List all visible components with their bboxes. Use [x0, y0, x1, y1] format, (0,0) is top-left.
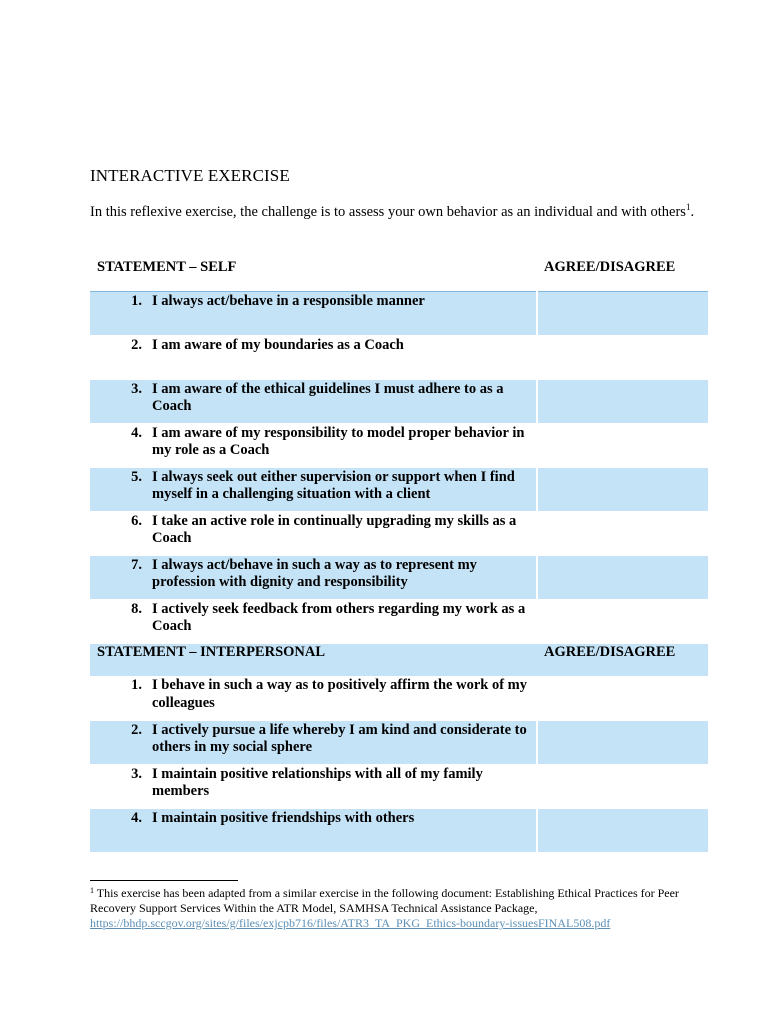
statement-item	[90, 810, 536, 828]
table-row	[90, 720, 708, 764]
agree-disagree-cell[interactable]	[537, 555, 708, 599]
intro-end: .	[690, 204, 695, 220]
statement-cell	[90, 676, 537, 720]
item-number: 7.	[131, 556, 142, 573]
agree-disagree-cell[interactable]	[537, 599, 708, 643]
item-number: 4.	[131, 809, 142, 826]
statement-text: I always seek out either supervision or support when I find myself in a challenging situation with a client	[152, 468, 515, 502]
table-row	[90, 467, 708, 511]
footnote	[90, 886, 690, 931]
self-header-row	[90, 253, 708, 291]
agree-disagree-cell[interactable]	[537, 676, 708, 720]
statement-text: I maintain positive relationships with all of my family members	[152, 765, 483, 799]
footnote-separator	[90, 880, 238, 881]
exercise-table	[90, 253, 708, 853]
statement-text: I maintain positive friendships with others	[152, 809, 415, 826]
footnote-mark: 1	[90, 886, 94, 895]
statement-item	[90, 469, 536, 504]
item-number: 6.	[131, 512, 142, 529]
interpersonal-header-row	[90, 643, 708, 676]
interpersonal-header-response: AGREE/DISAGREE	[537, 643, 708, 676]
statement-item	[90, 337, 536, 355]
statement-item	[90, 513, 536, 548]
interpersonal-header-statement: STATEMENT – INTERPERSONAL	[90, 643, 537, 676]
statement-text: I take an active role in continually upgrading my skills as a Coach	[152, 512, 517, 546]
item-number: 5.	[131, 468, 142, 485]
statement-cell	[90, 764, 537, 808]
statement-cell	[90, 335, 537, 379]
table-row	[90, 764, 708, 808]
statement-text: I am aware of my boundaries as a Coach	[152, 336, 404, 353]
statement-cell	[90, 808, 537, 852]
statement-item	[90, 381, 536, 416]
item-number: 3.	[131, 380, 142, 397]
agree-disagree-cell[interactable]	[537, 335, 708, 379]
statement-text: I always act/behave in a responsible manner	[152, 292, 425, 309]
item-number: 3.	[131, 765, 142, 782]
statement-cell	[90, 511, 537, 555]
table-row	[90, 676, 708, 720]
statement-item	[90, 293, 536, 311]
footnote-reference[interactable]: 1	[685, 202, 691, 212]
statement-text: I actively pursue a life whereby I am kind and considerate to others in my social sphere	[152, 721, 527, 755]
statement-cell	[90, 555, 537, 599]
statement-cell	[90, 599, 537, 643]
agree-disagree-cell[interactable]	[537, 423, 708, 467]
self-header-response: AGREE/DISAGREE	[537, 253, 708, 291]
footnote-link[interactable]: https://bhdp.sccgov.org/sites/g/files/exjcpb716/files/ATR3_TA_PKG_Ethics-boundary-issuesFINAL508.pdf	[90, 916, 611, 930]
item-number: 2.	[131, 336, 142, 353]
footnote-text: This exercise has been adapted from a similar exercise in the following document: Establishing Ethical Practices for Peer Recovery Support Services Within the ATR Model, SAMHSA Technical Assistance Package,	[90, 886, 679, 915]
intro-text: In this reflexive exercise, the challenge is to assess your own behavior as an individual and with others	[90, 204, 686, 220]
statement-cell	[90, 720, 537, 764]
statement-text: I behave in such a way as to positively affirm the work of my colleagues	[152, 677, 527, 711]
statement-item	[90, 601, 536, 636]
item-number: 4.	[131, 424, 142, 441]
agree-disagree-cell[interactable]	[537, 291, 708, 335]
item-number: 1.	[131, 292, 142, 309]
agree-disagree-cell[interactable]	[537, 764, 708, 808]
interpersonal-section	[90, 643, 708, 852]
statement-text: I always act/behave in such a way as to represent my profession with dignity and responsibility	[152, 556, 477, 590]
item-number: 2.	[131, 721, 142, 738]
agree-disagree-cell[interactable]	[537, 511, 708, 555]
statement-cell	[90, 379, 537, 423]
statement-item	[90, 557, 536, 592]
table-row	[90, 808, 708, 852]
agree-disagree-cell[interactable]	[537, 808, 708, 852]
statement-item	[90, 677, 536, 712]
statement-item	[90, 722, 536, 757]
agree-disagree-cell[interactable]	[537, 467, 708, 511]
statement-cell	[90, 423, 537, 467]
self-header-statement: STATEMENT – SELF	[90, 253, 537, 291]
table-row	[90, 291, 708, 335]
table-row	[90, 555, 708, 599]
statement-item	[90, 766, 536, 801]
page-title: INTERACTIVE EXERCISE	[90, 166, 290, 185]
statement-cell	[90, 467, 537, 511]
agree-disagree-cell[interactable]	[537, 720, 708, 764]
item-number: 8.	[131, 600, 142, 617]
self-section	[90, 253, 708, 643]
statement-text: I actively seek feedback from others regarding my work as a Coach	[152, 600, 526, 634]
statement-item	[90, 425, 536, 460]
statement-cell	[90, 291, 537, 335]
table-row	[90, 379, 708, 423]
table-row	[90, 599, 708, 643]
statement-text: I am aware of the ethical guidelines I must adhere to as a Coach	[152, 380, 504, 414]
agree-disagree-cell[interactable]	[537, 379, 708, 423]
table-row	[90, 511, 708, 555]
table-row	[90, 335, 708, 379]
intro-paragraph	[90, 202, 702, 223]
item-number: 1.	[131, 677, 142, 693]
table-row	[90, 423, 708, 467]
statement-text: I am aware of my responsibility to model proper behavior in my role as a Coach	[152, 424, 525, 458]
